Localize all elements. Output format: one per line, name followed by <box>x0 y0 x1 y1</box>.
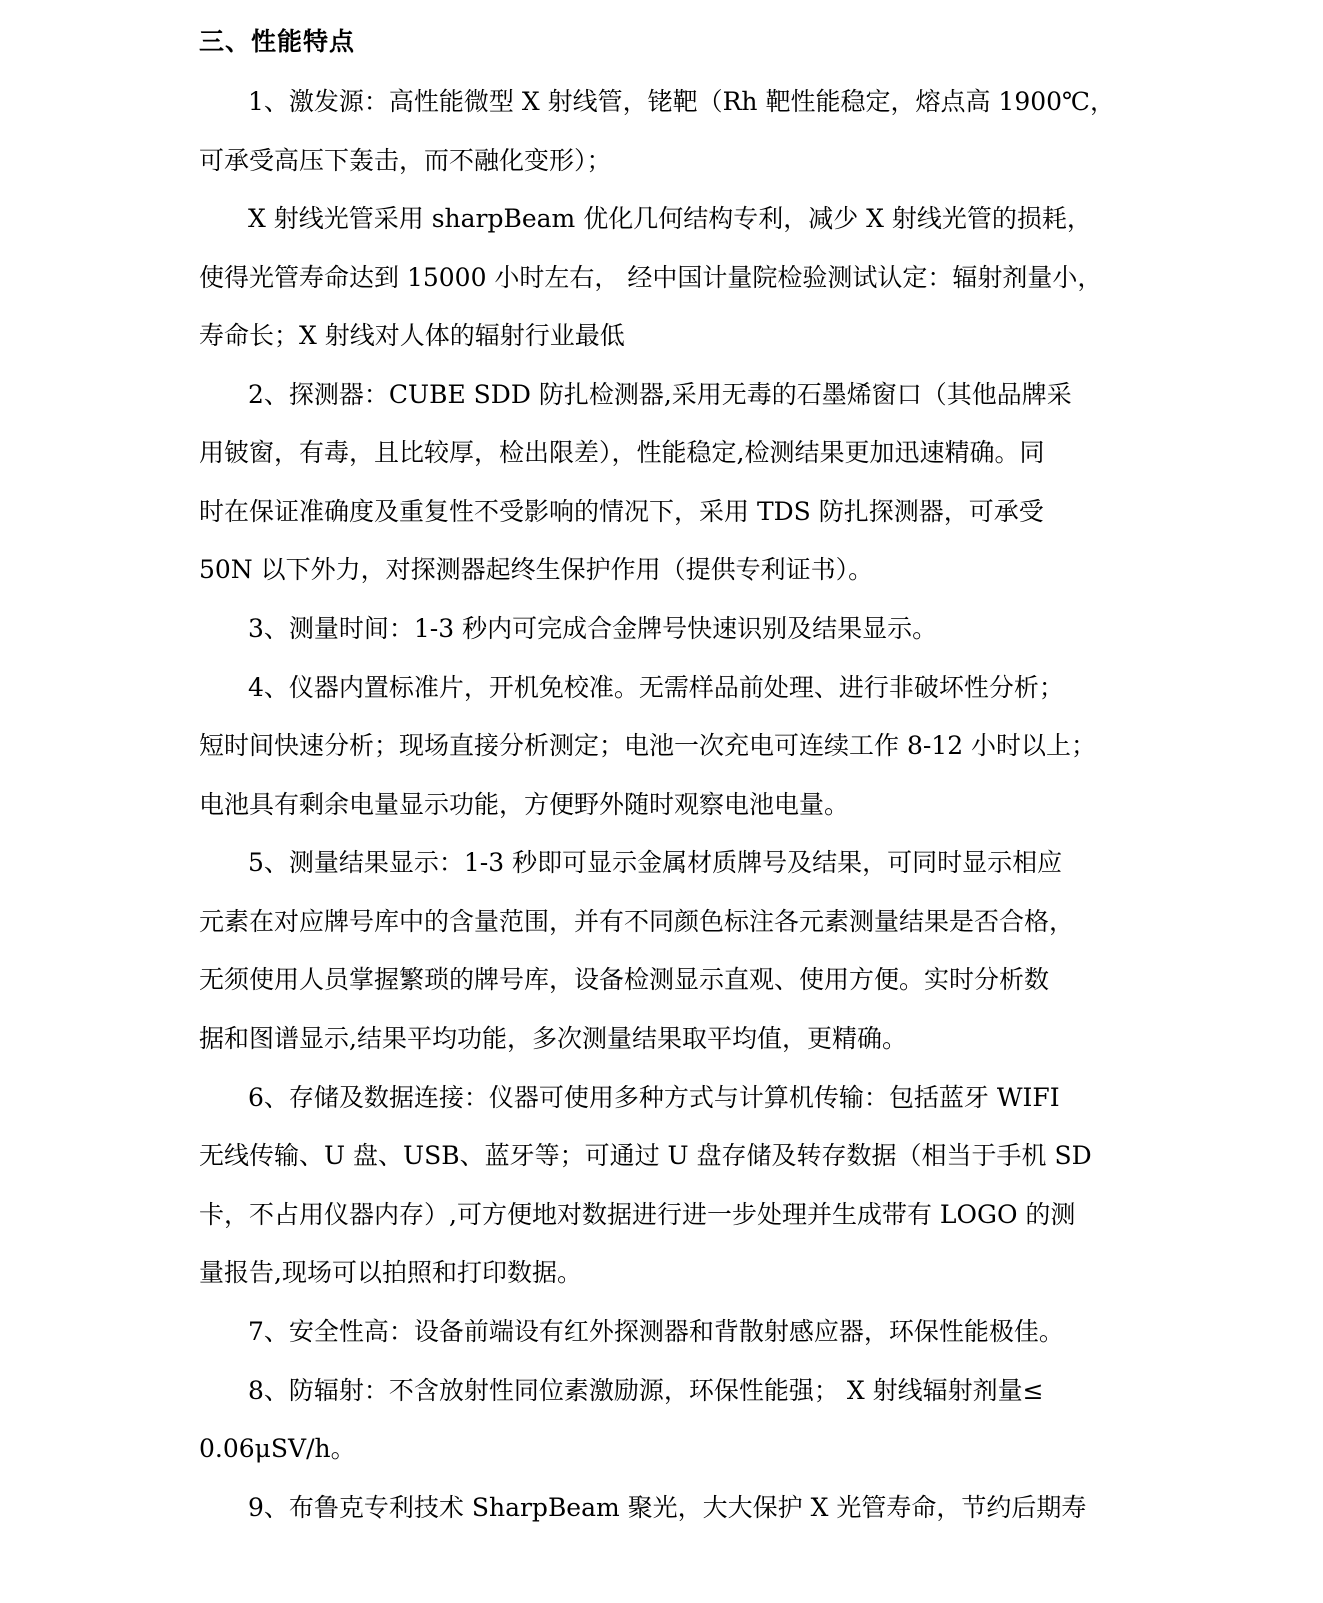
paragraph-line: 使得光管寿命达到 15000 小时左右， 经中国计量院检验测试认定：辐射剂量小， <box>199 263 1103 292</box>
paragraph-line: 据和图谱显示,结果平均功能，多次测量结果取平均值，更精确。 <box>199 1024 907 1053</box>
paragraph-line: 3、测量时间：1-3 秒内可完成合金牌号快速识别及结果显示。 <box>248 614 938 643</box>
paragraph-line: 50N 以下外力，对探测器起终生保护作用（提供专利证书）。 <box>199 555 874 584</box>
paragraph-line: 4、仪器内置标准片，开机免校准。无需样品前处理、进行非破坏性分析； <box>248 673 1064 702</box>
paragraph-line: 用铍窗，有毒，且比较厚，检出限差），性能稳定,检测结果更加迅速精确。同 <box>199 438 1045 467</box>
paragraph-line: 8、防辐射：不含放射性同位素激励源，环保性能强； X 射线辐射剂量≤ <box>248 1376 1044 1405</box>
paragraph-line: 可承受高压下轰击，而不融化变形）； <box>199 146 612 175</box>
paragraph-line: 7、安全性高：设备前端设有红外探测器和背散射感应器，环保性能极佳。 <box>248 1317 1064 1346</box>
paragraph-line: 卡，不占用仪器内存）,可方便地对数据进行进一步处理并生成带有 LOGO 的测 <box>199 1200 1076 1229</box>
paragraph-line: 9、布鲁克专利技术 SharpBeam 聚光，大大保护 X 光管寿命，节约后期寿 <box>248 1493 1087 1522</box>
paragraph-line: 元素在对应牌号库中的含量范围，并有不同颜色标注各元素测量结果是否合格， <box>199 907 1075 936</box>
section-heading: 三、性能特点 <box>199 27 356 56</box>
paragraph-line: 短时间快速分析；现场直接分析测定；电池一次充电可连续工作 8-12 小时以上； <box>199 731 1097 760</box>
paragraph-line: 5、测量结果显示：1-3 秒即可显示金属材质牌号及结果，可同时显示相应 <box>248 848 1063 877</box>
paragraph-line: 无须使用人员掌握繁琐的牌号库，设备检测显示直观、使用方便。实时分析数 <box>199 965 1050 994</box>
paragraph-line: 6、存储及数据连接：仪器可使用多种方式与计算机传输：包括蓝牙 WIFI <box>248 1083 1060 1112</box>
paragraph-line: X 射线光管采用 sharpBeam 优化几何结构专利，减少 X 射线光管的损耗， <box>248 204 1092 233</box>
paragraph-line: 电池具有剩余电量显示功能，方便野外随时观察电池电量。 <box>199 790 850 819</box>
paragraph-line: 时在保证准确度及重复性不受影响的情况下，采用 TDS 防扎探测器，可承受 <box>199 497 1044 526</box>
paragraph-line: 1、激发源：高性能微型 X 射线管，铑靶（Rh 靶性能稳定，熔点高 1900℃， <box>248 87 1116 116</box>
paragraph-line: 量报告,现场可以拍照和打印数据。 <box>199 1258 582 1287</box>
paragraph-line: 寿命长；X 射线对人体的辐射行业最低 <box>199 321 625 350</box>
paragraph-line: 2、探测器：CUBE SDD 防扎检测器,采用无毒的石墨烯窗口（其他品牌采 <box>248 380 1072 409</box>
paragraph-line: 无线传输、U 盘、USB、蓝牙等；可通过 U 盘存储及转存数据（相当于手机 SD <box>199 1141 1092 1170</box>
paragraph-line: 0.06μSV/h。 <box>199 1434 356 1463</box>
